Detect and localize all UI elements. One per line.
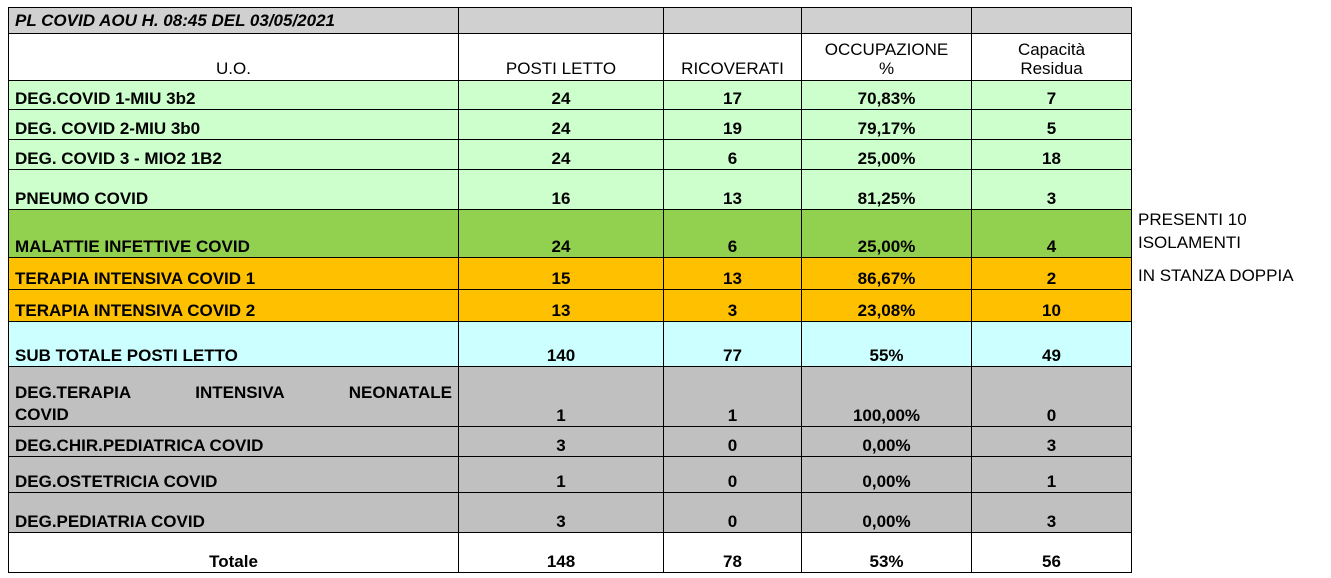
row-posti: 140 (459, 322, 664, 367)
row-occupazione: 100,00% (802, 367, 972, 427)
row-ricoverati: 0 (664, 427, 802, 457)
header-capacita-line1: Capacità (1017, 40, 1086, 59)
row-occupazione: 55% (802, 322, 972, 367)
row-occupazione: 23,08% (802, 290, 972, 322)
title-row (9, 8, 1132, 34)
row-capacita: 49 (972, 322, 1132, 367)
row-posti: 13 (459, 290, 664, 322)
header-capacita-line2: Residua (1020, 59, 1083, 78)
subtotal-row (9, 322, 1132, 367)
title-spacer (459, 8, 664, 34)
table-row (9, 258, 1132, 290)
report-title: PL COVID AOU H. 08:45 DEL 03/05/2021 (9, 8, 459, 34)
row-ricoverati: 13 (664, 170, 802, 210)
row-ricoverati: 1 (664, 367, 802, 427)
row-uo: MALATTIE INFETTIVE COVID (9, 210, 459, 258)
row-uo: DEG. COVID 2-MIU 3b0 (9, 110, 459, 140)
row-uo-line2: COVID (15, 405, 69, 424)
total-occupazione: 53% (802, 533, 972, 573)
header-ricoverati: RICOVERATI (664, 34, 802, 81)
row-occupazione: 79,17% (802, 110, 972, 140)
total-ricoverati: 78 (664, 533, 802, 573)
row-occupazione: 81,25% (802, 170, 972, 210)
row-uo: TERAPIA INTENSIVA COVID 1 (9, 258, 459, 290)
row-uo: DEG. COVID 3 - MIO2 1B2 (9, 140, 459, 170)
row-uo: PNEUMO COVID (9, 170, 459, 210)
row-uo-word: NEONATALE (348, 383, 452, 402)
row-posti: 15 (459, 258, 664, 290)
total-label: Totale (9, 533, 459, 573)
row-occupazione: 70,83% (802, 81, 972, 110)
row-posti: 1 (459, 457, 664, 493)
header-occupazione-line2: % (878, 59, 895, 78)
total-row (9, 533, 1132, 573)
table-row (9, 210, 1132, 258)
row-ricoverati: 13 (664, 258, 802, 290)
note-line1: PRESENTI 10 (1138, 210, 1247, 229)
row-ricoverati: 6 (664, 210, 802, 258)
row-posti: 3 (459, 493, 664, 533)
row-uo: DEG.OSTETRICIA COVID (9, 457, 459, 493)
title-spacer (802, 8, 972, 34)
row-capacita: 2 (972, 258, 1132, 290)
row-posti: 16 (459, 170, 664, 210)
row-uo: DEG.COVID 1-MIU 3b2 (9, 81, 459, 110)
row-posti: 24 (459, 210, 664, 258)
note-line3: IN STANZA DOPPIA (1138, 266, 1294, 285)
row-uo: SUB TOTALE POSTI LETTO (9, 322, 459, 367)
row-occupazione: 25,00% (802, 210, 972, 258)
covid-beds-table (8, 7, 1132, 573)
row-ricoverati: 3 (664, 290, 802, 322)
table-row (9, 290, 1132, 322)
row-uo-word: DEG.TERAPIA (15, 383, 132, 402)
header-row (9, 34, 1132, 81)
row-uo: TERAPIA INTENSIVA COVID 2 (9, 290, 459, 322)
total-capacita: 56 (972, 533, 1132, 573)
row-occupazione: 86,67% (802, 258, 972, 290)
table-row (9, 493, 1132, 533)
table-row (9, 170, 1132, 210)
row-uo-word: INTENSIVA (195, 383, 285, 402)
note-line2: ISOLAMENTI (1138, 233, 1241, 252)
row-posti: 3 (459, 427, 664, 457)
row-uo (9, 367, 459, 427)
row-capacita: 5 (972, 110, 1132, 140)
row-uo-line1 (15, 382, 452, 404)
row-capacita: 10 (972, 290, 1132, 322)
header-capacita (972, 34, 1132, 81)
row-occupazione: 0,00% (802, 457, 972, 493)
title-spacer (972, 8, 1132, 34)
row-occupazione: 25,00% (802, 140, 972, 170)
row-ricoverati: 6 (664, 140, 802, 170)
header-occupazione (802, 34, 972, 81)
row-capacita: 18 (972, 140, 1132, 170)
table-row (9, 110, 1132, 140)
total-posti: 148 (459, 533, 664, 573)
row-posti: 24 (459, 110, 664, 140)
row-posti: 24 (459, 140, 664, 170)
title-spacer (664, 8, 802, 34)
header-posti-letto: POSTI LETTO (459, 34, 664, 81)
row-ricoverati: 77 (664, 322, 802, 367)
row-posti: 1 (459, 367, 664, 427)
row-capacita: 4 (972, 210, 1132, 258)
row-ricoverati: 17 (664, 81, 802, 110)
row-ricoverati: 0 (664, 493, 802, 533)
row-uo: DEG.PEDIATRIA COVID (9, 493, 459, 533)
table-row (9, 457, 1132, 493)
row-capacita: 7 (972, 81, 1132, 110)
row-ricoverati: 19 (664, 110, 802, 140)
row-capacita: 1 (972, 457, 1132, 493)
row-uo: DEG.CHIR.PEDIATRICA COVID (9, 427, 459, 457)
header-occupazione-line1: OCCUPAZIONE (824, 40, 949, 59)
row-capacita: 0 (972, 367, 1132, 427)
row-occupazione: 0,00% (802, 427, 972, 457)
table-row (9, 140, 1132, 170)
table-row (9, 81, 1132, 110)
row-occupazione: 0,00% (802, 493, 972, 533)
row-ricoverati: 0 (664, 457, 802, 493)
table-row (9, 367, 1132, 427)
row-capacita: 3 (972, 493, 1132, 533)
header-uo: U.O. (9, 34, 459, 81)
row-posti: 24 (459, 81, 664, 110)
row-capacita: 3 (972, 427, 1132, 457)
row-capacita: 3 (972, 170, 1132, 210)
table-row (9, 427, 1132, 457)
